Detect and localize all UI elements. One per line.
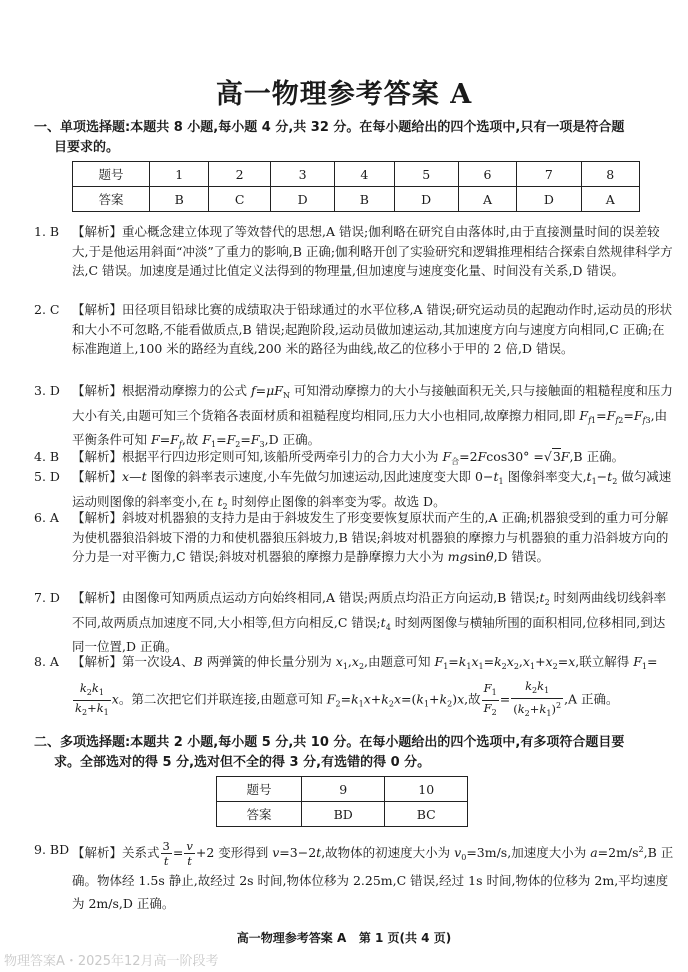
table-cell: 9 xyxy=(302,777,385,802)
table-cell: 4 xyxy=(335,162,394,187)
text-fragment: ,故物体的初速度大小为 xyxy=(321,845,451,860)
text-fragment: ,故 xyxy=(464,691,481,707)
question-number: 1. B xyxy=(34,224,60,239)
text-fragment: =3m/s,加速度大小为 xyxy=(466,845,587,860)
section-2-heading-cont: 求。全部选对的得 5 分,选对但不全的得 3 分,有选错的得 0 分。 xyxy=(54,755,431,770)
table-cell: 5 xyxy=(394,162,458,187)
analysis-tag: 【解析】 xyxy=(72,449,123,464)
text-fragment: 时刻两曲线切线斜率不同,故两质点加速度不同,大小相等,但方向相反,C 错误; xyxy=(72,590,667,630)
text-fragment: 斜坡对机器狼的支持力是由于斜坡发生了形变要恢复原状而产生的,A 正确;机器狼受到的重力可分解为使机器狼沿斜坡下滑的力和使机器狼压斜坡力,B 错误;斜坡对机器狼的摩擦力与机器狼的重力沿斜坡方向的分力是一对平衡力,C 错误;斜坡对机器狼的摩擦力是静摩擦力大小为 xyxy=(72,510,669,564)
question-number: 5. D xyxy=(34,469,60,484)
analysis-tag: 【解析】 xyxy=(72,590,123,605)
explanation-q2 xyxy=(34,300,674,359)
analysis-tag: 【解析】 xyxy=(72,383,123,398)
text-fragment: ,B 正确。物体经 1.5s 静止,故经过 2s 时间,物体位移为 2.25m,C 错误,经过 1s 时间,物体的位移为 2m,平均速度为 2m/s,D 正确。 xyxy=(72,845,674,911)
explanation-text: 【解析】x—t 图像的斜率表示速度,小车先做匀加速运动,因此速度变大即 $0-t_1$ 图像斜率变大$,t_1-t_2$ 做匀减速运动则图像的斜率变小,在 $t_2$ 时刻停止图像的斜率变为零。故选 D。 xyxy=(72,469,672,511)
fraction: $\frac{v}{t}$ xyxy=(186,839,193,868)
question-number: 6. A xyxy=(34,510,59,525)
question-number: 7. D xyxy=(34,590,60,605)
explanation-text: 【解析】第一次设A、B 两弹簧的伸长量分别为 $x_1,x_2$,由题意可知 $F_1=k_1x_1=k_2x_2,x_1+x_2=x$,联立解得 $F_1=$ $\frac{k_2k_1}{k_2+k_1}$ x。第二次把它们并联连接,由题意可知 $F_2=k_1x+k_2x=(k_1+k_2)x$,故 $\frac{F_1}{F_2}$ = $\frac{k_2k_1}{(k_2+k_1)^2}$ ,A 正确。 xyxy=(72,650,674,721)
question-number: 8. A xyxy=(34,654,59,669)
fraction: $\frac{k_2k_1}{k_2+k_1}$ xyxy=(75,680,109,717)
table-cell: A xyxy=(458,187,516,212)
table-cell: D xyxy=(394,187,458,212)
question-number: 3. D xyxy=(34,383,60,398)
explanation-text: 【解析】根据滑动摩擦力的公式 $f=\mu F_N$ 可知滑动摩擦力的大小与接触面积无关,只与接触面的粗糙程度和压力大小有关,由题可知三个货箱各表面材质和祖糙程度均相同,压力大小也相同,故摩擦力相同,即 $F_{f1}=F_{f2}=F_{f3}$,由平衡条件可知 $F=F_f$,故 $F_1=F_2=F_3,D$ 正确。 xyxy=(72,383,673,449)
text-fragment: =3−2 xyxy=(279,845,317,860)
analysis-tag: 【解析】 xyxy=(72,654,123,669)
text-fragment: 。第二次把它们并联连接,由题意可知 xyxy=(118,691,323,707)
analysis-tag: 【解析】 xyxy=(72,469,123,484)
table-cell: D xyxy=(517,187,581,212)
question-number: 9. BD xyxy=(34,842,70,857)
table-cell: 8 xyxy=(581,162,640,187)
fraction: $\frac{k_2k_1}{(k_2+k_1)^2}$ xyxy=(513,679,562,718)
table-cell: 7 xyxy=(517,162,581,187)
table-row-answer xyxy=(73,187,640,212)
text-fragment: cos30° = xyxy=(486,449,544,464)
table-cell: BC xyxy=(385,802,468,827)
explanation-q6 xyxy=(34,508,674,567)
question-number: 4. B xyxy=(34,449,60,464)
text-fragment: 图像斜率变大, xyxy=(507,469,587,484)
text-fragment: 根据滑动摩擦力的公式 xyxy=(122,383,248,398)
text-fragment: ,D 错误。 xyxy=(493,549,550,564)
explanation-q7 xyxy=(34,588,674,657)
section-1-heading-cont: 目要求的。 xyxy=(54,140,120,155)
text-fragment: 做匀减速运动则图像的斜率变小,在 xyxy=(72,469,672,509)
text-fragment: ,B 正确。 xyxy=(569,449,625,464)
formula-mg: mg xyxy=(447,549,468,564)
single-choice-answer-table xyxy=(72,161,640,212)
multi-choice-answer-table xyxy=(216,776,468,827)
table-cell: 1 xyxy=(150,162,209,187)
footer-title: 高一物理参考答案 A xyxy=(236,931,347,945)
theta-symbol: θ xyxy=(486,549,494,564)
text-fragment: ,联立解得 xyxy=(575,654,630,669)
text-fragment: 图像的斜率表示速度,小车先做匀加速运动,因此速度变大即 0− xyxy=(150,469,494,484)
analysis-tag: 【解析】 xyxy=(72,302,123,317)
table-cell: D xyxy=(270,187,334,212)
text-fragment: ,D 正确。 xyxy=(264,432,321,447)
fraction: $\frac{F_1}{F_2}$ xyxy=(483,680,497,717)
question-number: 2. C xyxy=(34,302,60,317)
text-fragment: 关系式 xyxy=(122,845,160,860)
table-cell: 10 xyxy=(385,777,468,802)
text-fragment: +2 变形得到 xyxy=(195,845,269,860)
table-header-question: 题号 xyxy=(73,162,150,187)
explanation-text: 【解析】由图像可知两质点运动方向始终相同,A 错误;两质点均沿正方向运动,B 错误$;t_2$ 时刻两曲线切线斜率不同,故两质点加速度不同,大小相等,但方向相反,C 错误$;t_4$ 时刻两图像与横轴所围的面积相同,位移相同,到达同一位置,D 正确。 xyxy=(72,590,667,654)
explanation-q3 xyxy=(34,381,674,455)
text-fragment: 可知滑动摩擦力的大小与接触面积无关,只与接触面的粗糙程度和压力大小有关,由题可知三个货箱各表面材质和祖糙程度均相同,压力大小也相同,故摩擦力相同,即 xyxy=(72,383,673,423)
watermark: 物理答案A・2025年12月高一阶段考 xyxy=(4,954,219,969)
page-title: 高一物理参考答案 A xyxy=(215,79,473,110)
analysis-tag: 【解析】 xyxy=(72,845,123,860)
text-fragment: 两弹簧的伸长量分别为 xyxy=(206,654,332,669)
footer-page-number: 第 1 页(共 4 页) xyxy=(358,931,452,945)
sqrt-value: 3 xyxy=(552,449,561,464)
section-1-heading-text: 一、单项选择题:本题共 8 小题,每小题 4 分,共 32 分。在每小题给出的四个选项中,只有一项是符合题 xyxy=(34,120,625,135)
table-header-answer: 答案 xyxy=(73,187,150,212)
text-fragment: =2 xyxy=(459,449,478,464)
text-fragment: sin xyxy=(467,549,487,564)
table-cell: 3 xyxy=(270,162,334,187)
text-fragment: =2m/s xyxy=(597,845,639,860)
analysis-tag: 【解析】 xyxy=(72,224,123,239)
subscript: 合 xyxy=(451,457,460,466)
explanation-text: 【解析】关系式 $\frac{3}{t}$ = $\frac{v}{t}$ +2 变形得到 v=3−2t,故物体的初速度大小为 $v_0=3m/s$,加速度大小为 $a=2m/s^2,B$ 正确。物体经 1.5s 静止,故经过 2s 时间,物体位移为 2.25m,C 错误,经过 1s 时间,物体的位移为 2m,平均速度为 2m/s,D 正确。 xyxy=(72,839,674,911)
table-cell: B xyxy=(150,187,209,212)
text-fragment: ,故 xyxy=(181,432,199,447)
analysis-tag: 【解析】 xyxy=(72,510,123,525)
table-cell: BD xyxy=(302,802,385,827)
table-row-question xyxy=(217,777,468,802)
text-fragment: 时刻停止图像的斜率变为零。故选 D。 xyxy=(231,493,446,509)
table-cell: 6 xyxy=(458,162,516,187)
text-fragment: ,由平衡条件可知 xyxy=(72,407,668,447)
text-fragment: 第一次设 xyxy=(122,654,173,669)
table-cell: C xyxy=(209,187,271,212)
text-fragment: 根据平行四边形定则可知,该船所受两牵引力的合力大小为 xyxy=(122,449,439,464)
explanation-q9 xyxy=(34,838,674,915)
page-footer xyxy=(0,929,688,946)
table-header-answer: 答案 xyxy=(217,802,302,827)
text-fragment: ,由题意可知 xyxy=(364,654,431,669)
table-header-question: 题号 xyxy=(217,777,302,802)
explanation-text xyxy=(72,508,674,567)
text-fragment: 时刻两图像与横轴所围的面积相同,位移相同,到达同一位置,D 正确。 xyxy=(72,614,666,654)
explanation-text: 【解析】根据平行四边形定则可知,该船所受两牵引力的合力大小为 $F_合=2Fcos30^\circ =√3F,B$ 正确。 xyxy=(72,449,625,466)
table-cell: A xyxy=(581,187,640,212)
explanation-q8 xyxy=(34,650,674,721)
table-cell: B xyxy=(335,187,394,212)
explanation-q1 xyxy=(34,222,674,281)
fraction: $\frac{3}{t}$ xyxy=(162,839,170,868)
section-2-heading-text: 二、多项选择题:本题共 2 小题,每小题 5 分,共 10 分。在每小题给出的四个选项中,有多项符合题目要 xyxy=(34,735,625,750)
table-cell: 2 xyxy=(209,162,271,187)
text-fragment: 由图像可知两质点运动方向始终相同,A 错误;两质点均沿正方向运动,B 错误; xyxy=(122,590,540,605)
section-1-heading xyxy=(34,118,674,158)
table-row-answer xyxy=(217,802,468,827)
text-fragment: ,A 正确。 xyxy=(564,691,619,707)
explanation-text: 田径项目铅球比赛的成绩取决于铅球通过的水平位移,A 错误;研究运动员的起跑动作时,运动员的形状和大小不可忽略,不能看做质点,B 错误;起跑阶段,运动员做加速运动,其加速度方向与速度方向相同,C 正确;在标准跑道上,100 米的路经为直线,200 米的路径为曲线,故乙的位移小于甲的 2 倍,D 错误。 xyxy=(72,302,673,356)
table-row-question xyxy=(73,162,640,187)
explanation-text: 重心概念建立体现了等效替代的思想,A 错误;伽利略在研究自由落体时,由于直接测量时间的误差较大,于是他运用斜面“冲淡”了重力的影响,B 正确;伽利略开创了实验研究和逻辑推理相结合探索自然规律科学方法,C 错误。加速度是通过比值定义法得到的物理量,但加速度与速度变化量、时间没有关系,D 错误。 xyxy=(72,224,673,278)
section-2-heading xyxy=(34,733,674,773)
